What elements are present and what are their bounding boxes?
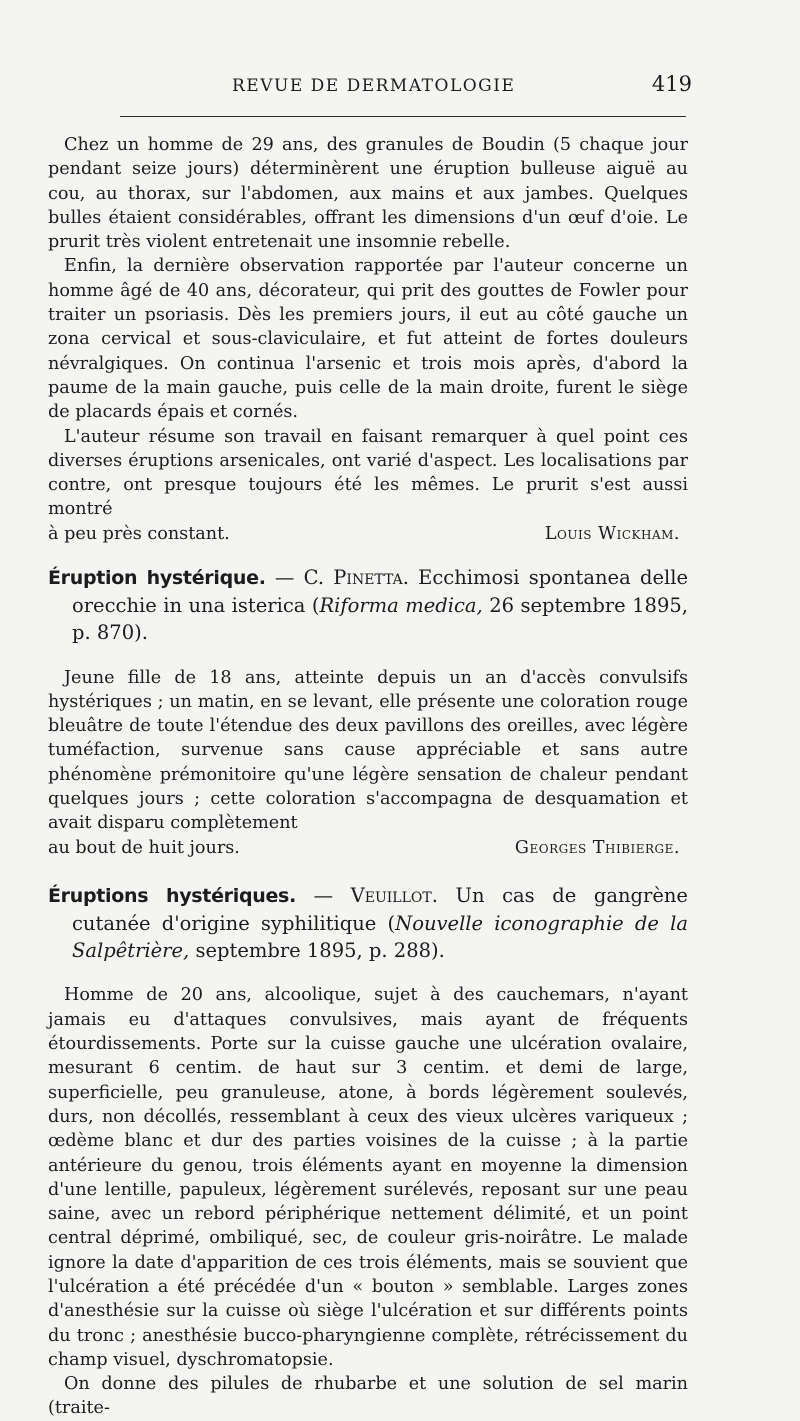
paragraph: Jeune fille de 18 ans, atteinte depuis un an d'accès convulsifs hystériques ; un matin, en se levant, elle présente une coloration rouge bleuâtre de toute l'étendue des deux pavillons des oreilles, avec légère tuméfaction, survenue sans cause appréciable et sans autre phénomène prémonitoire qu'une légère sensation de chaleur pendant quelques jours ; cette coloration s'accompagna de desquamation et avait disparu complètement [48, 667, 688, 834]
journal-name: Riforma medica, [319, 594, 483, 618]
paragraph: Chez un homme de 29 ans, des granules de Boudin (5 chaque jour pendant seize jours) déterminèrent une éruption bulleuse aiguë au cou, au thorax, sur l'abdomen, aux mains et aux jambes. Quelques bulles étaient considérables, offrant les dimensions d'un œuf d'oie. Le prurit très violent entretenait une insomnie rebelle. [48, 135, 688, 253]
entry-heading [48, 564, 688, 646]
entry-author: Veuillot. [350, 883, 438, 907]
paragraph: On donne des pilules de rhubarbe et une solution de sel marin (traite- [48, 1374, 688, 1419]
author-signature: Georges Thibierge. [514, 837, 680, 858]
page-header [48, 72, 690, 106]
paragraph: Enfin, la dernière observation rapportée par l'auteur concerne un homme âgé de 40 ans, décorateur, qui prit des gouttes de Fowler pour traiter un psoriasis. Dès les premiers jours, il eut au côté gauche un zona cervical et sous-claviculaire, et fut atteint de fortes douleurs névralgiques. On continua l'arsenic et trois mois après, d'abord la paume de la main gauche, puis celle de la main droite, furent le siège de placards épais et cornés. [48, 256, 688, 423]
paragraph-last-line: à peu près constant. [48, 523, 230, 544]
journal-name: Nouvelle iconographie de la Salpêtrière, [72, 911, 688, 962]
signature-line [48, 522, 688, 546]
header-rule [120, 116, 686, 117]
review-entry [48, 882, 688, 1421]
dash: — [295, 883, 351, 907]
entry-heading [48, 882, 688, 964]
review-entry [48, 564, 688, 860]
dash: — [265, 566, 304, 590]
citation: 26 septembre 1895, p. 870). [72, 594, 688, 645]
author-signature: Louis Wickham. [544, 523, 680, 544]
entry-reference: Un cas de gangrène cutanée d'origine syphilitique ( [72, 883, 688, 935]
entry-reference: Ecchimosi spontanea delle orecchie in una isterica ( [72, 566, 688, 618]
signature-line [48, 836, 688, 860]
paragraph-last-line: au bout de huit jours. [48, 837, 240, 858]
running-title: REVUE DE DERMATOLOGIE [232, 76, 516, 96]
body-text [48, 133, 688, 1421]
page-number: 419 [651, 72, 692, 96]
paragraph: L'auteur résume son travail en faisant remarquer à quel point ces diverses éruptions arsenicales, ont varié d'aspect. Les localisations par contre, ont presque toujours été les mêmes. Le prurit s'est aussi montré [48, 426, 688, 520]
entry-title: Éruption hystérique. [48, 567, 266, 590]
entry-author: C. Pinetta. [303, 566, 409, 590]
citation: septembre 1895, p. 288). [189, 938, 445, 962]
entry-title: Éruptions hystériques. [48, 884, 296, 907]
paragraph: Homme de 20 ans, alcoolique, sujet à des cauchemars, n'ayant jamais eu d'attaques convulsives, mais ayant de fréquents étourdissements. Porte sur la cuisse gauche une ulcération ovalaire, mesurant 6 centim. de haut sur 3 centim. et demi de large, superficielle, peu granuleuse, atone, à bords légèrement soulevés, durs, non décollés, ressemblant à ceux des vieux ulcères variqueux ; œdème blanc et dur des parties voisines de la cuisse ; à la partie antérieure du genou, trois éléments ayant en moyenne la dimension d'une lentille, papuleux, légèrement surélevés, reposant sur une peau saine, avec un rebord périphérique nettement délimité, et un point central déprimé, ombiliqué, sec, de couleur gris-noirâtre. Le malade ignore la date d'apparition de ces trois éléments, mais se souvient que l'ulcération a été précédée d'un « bouton » semblable. Larges zones d'anesthésie sur la cuisse où siège l'ulcération et sur différents points du tronc ; anesthésie bucco-pharyngienne complète, rétrécissement du champ visuel, dyschromatopsie. [48, 985, 688, 1370]
